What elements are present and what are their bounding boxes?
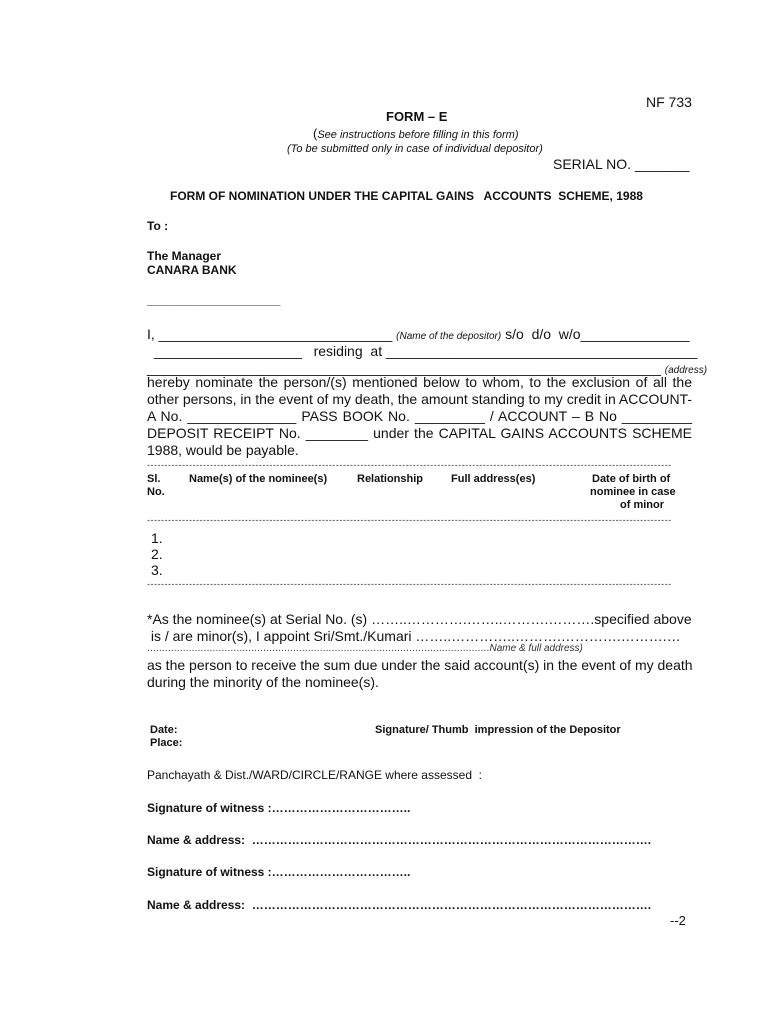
witness2-signature: Signature of witness :……………………………..	[147, 865, 411, 879]
depositor-name-line	[147, 326, 690, 342]
col-relationship: Relationship	[357, 473, 424, 485]
col-dob-1: Date of birth of	[592, 473, 671, 485]
guardian-note: Name & full address)	[489, 643, 583, 654]
page-continuation: --2	[670, 913, 686, 928]
minor-clause-line1: *As the nominee(s) at Serial No. (s) ……..………….……..……….……….specified above	[147, 611, 692, 627]
minor-clause-line4: during the minority of the nominee(s).	[147, 674, 379, 690]
guardian-dots: ...................................................................................................................	[147, 643, 490, 654]
instruction-line	[313, 126, 519, 141]
form-title: FORM – E	[386, 109, 448, 124]
depositor-name-field: I, ______________________________	[147, 326, 393, 342]
address-blank: __________________________________________________________________	[147, 360, 661, 376]
submission-note: (To be submitted only in case of individual depositor)	[287, 143, 543, 155]
table-divider-top: ------------------------------------------------------------------------------------------------------------------------------------------------------	[147, 461, 672, 470]
guardian-address-line	[147, 643, 583, 654]
nomination-paragraph: hereby nominate the person/(s) mentioned below to whom, to the exclusion of all the other persons, in the event of my death, the amount standing to my credit in ACCOUNT-A No. ______________ PASS BOOK No. _________ / ACCOUNT – B No _________ DEPOSIT RECEIPT No. ________ under the CAPITAL GAINS ACCOUNTS SCHEME 1988, would be payable.	[147, 374, 692, 458]
branch-blank: ____________________	[147, 293, 281, 307]
serial-number: SERIAL NO. _______	[553, 156, 690, 172]
bank-name: CANARA BANK	[147, 263, 237, 277]
table-row: 1.	[151, 530, 163, 546]
instruction-paren: (	[313, 126, 318, 141]
table-divider-bottom: ------------------------------------------------------------------------------------------------------------------------------------------------------	[147, 580, 672, 589]
table-row: 3.	[151, 562, 163, 578]
table-divider-mid: ------------------------------------------------------------------------------------------------------------------------------------------------------	[147, 516, 672, 525]
col-full-address: Full address(es)	[451, 473, 536, 485]
col-no: No.	[147, 486, 165, 498]
place-label: Place:	[150, 737, 183, 749]
witness1-address: Name & address: ……………………………………………………………………………………….	[147, 833, 652, 847]
minor-clause-line2: is / are minor(s), I appoint Sri/Smt./Kumari ……..…………..……….………….……….…	[147, 628, 681, 644]
depositor-signature-label: Signature/ Thumb impression of the Depositor	[375, 724, 621, 736]
form-code: NF 733	[646, 94, 692, 110]
col-dob-2: nominee in case	[590, 486, 676, 498]
residence-line: ___________________ residing at ________________________________________	[154, 343, 698, 359]
to-label: To :	[147, 219, 169, 233]
depositor-name-note: (Name of the depositor)	[396, 331, 502, 342]
col-nominee-name: Name(s) of the nominee(s)	[189, 473, 328, 485]
relation-field: s/o d/o w/o______________	[505, 326, 690, 342]
date-label: Date:	[150, 724, 178, 736]
witness2-address: Name & address: ……………………………………………………………………………………….	[147, 898, 652, 912]
witness1-signature: Signature of witness :……………………………..	[147, 801, 411, 815]
panchayath-label: Panchayath & Dist./WARD/CIRCLE/RANGE where assessed :	[147, 768, 483, 782]
manager-label: The Manager	[147, 249, 222, 263]
main-title: FORM OF NOMINATION UNDER THE CAPITAL GAINS ACCOUNTS SCHEME, 1988	[170, 189, 643, 203]
table-row: 2.	[151, 546, 163, 562]
address-note: (address)	[664, 365, 708, 376]
col-dob-3: of minor	[620, 499, 664, 511]
instruction-text: See instructions before filling in this form)	[317, 129, 519, 141]
col-sl: Sl.	[147, 473, 161, 485]
minor-clause-line3: as the person to receive the sum due under the said account(s) in the event of my death	[147, 657, 693, 673]
